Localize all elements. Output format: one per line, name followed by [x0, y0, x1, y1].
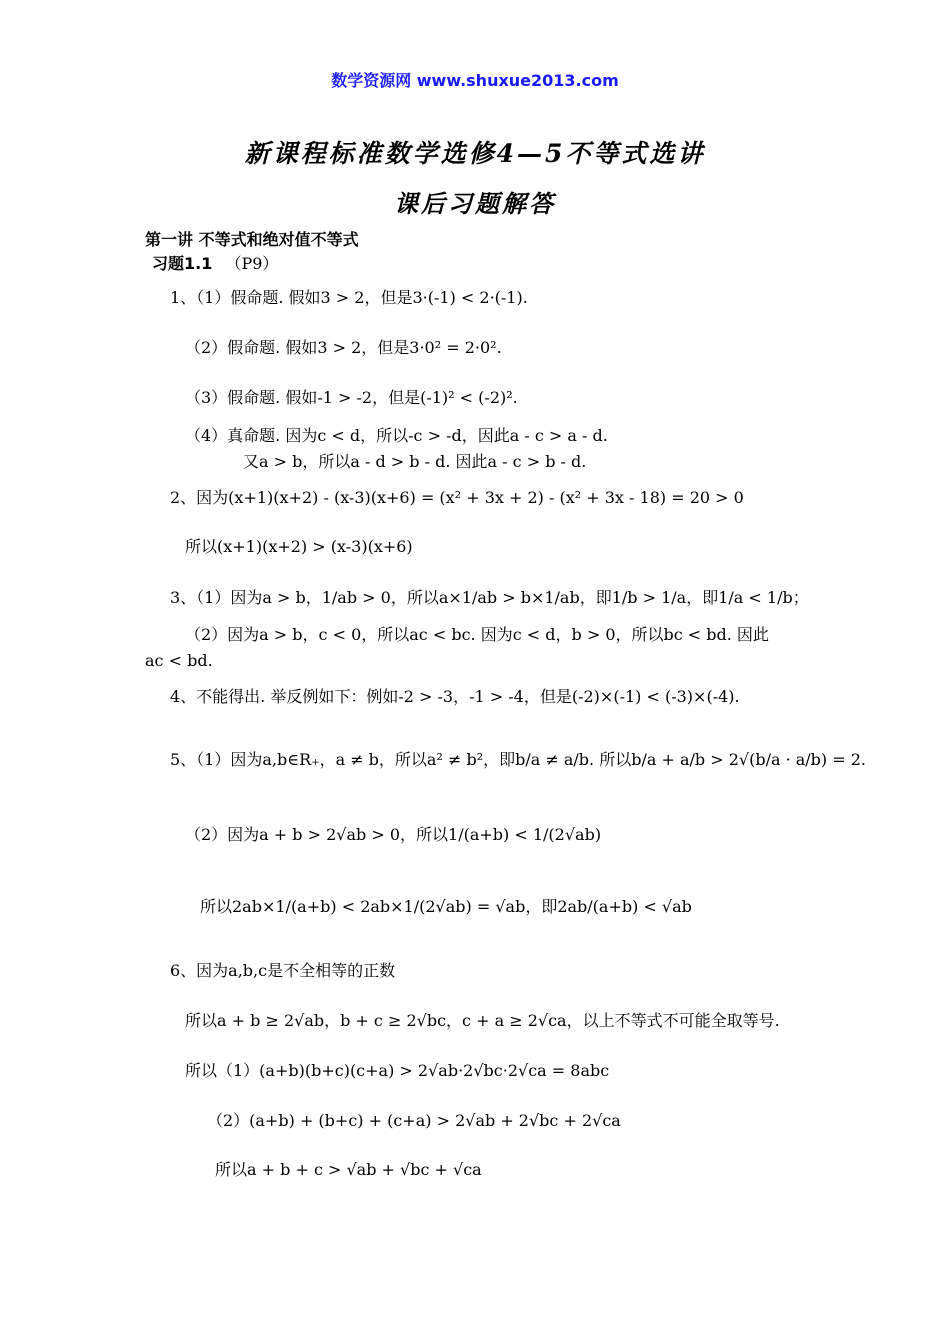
lecture-heading: 第一讲 不等式和绝对值不等式 — [145, 230, 359, 249]
problem-2b: 所以(x+1)(x+2) > (x-3)(x+6) — [185, 537, 413, 556]
problem-2a: 2、因为(x+1)(x+2) - (x-3)(x+6) = (x² + 3x + 2) - (x² + 3x - 18) = 20 > 0 — [170, 488, 744, 507]
problem-3-2a: （2）因为a > b，c < 0，所以ac < bc. 因为c < d，b > 0，所以bc < bd. 因此 — [185, 625, 769, 644]
problem-1-1: 1、（1）假命题. 假如3 > 2，但是3·(-1) < 2·(-1). — [170, 288, 528, 307]
problem-6e: 所以a + b + c > √ab + √bc + √ca — [215, 1160, 482, 1179]
problem-3-1: 3、（1）因为a > b，1/ab > 0，所以a×1/ab > b×1/ab，即1/b > 1/a，即1/a < 1/b； — [170, 588, 809, 607]
problem-1-4a: （4）真命题. 因为c < d，所以-c > -d，因此a - c > a - d. — [185, 426, 608, 445]
problem-1-2: （2）假命题. 假如3 > 2，但是3·0² = 2·0². — [185, 338, 502, 357]
site-header: 数学资源网 www.shuxue2013.com — [331, 71, 619, 90]
exercise-page: （P9） — [225, 254, 279, 273]
problem-6b: 所以a + b ≥ 2√ab，b + c ≥ 2√bc，c + a ≥ 2√ca，以上不等式不可能全取等号. — [185, 1011, 780, 1030]
problem-5-2a: （2）因为a + b > 2√ab > 0，所以1/(a+b) < 1/(2√ab) — [185, 825, 602, 844]
exercise-heading — [152, 254, 278, 274]
problem-3-2b: ac < bd. — [145, 651, 213, 670]
problem-5-2b: 所以2ab×1/(a+b) < 2ab×1/(2√ab) = √ab，即2ab/(a+b) < √ab — [200, 897, 692, 916]
exercise-label: 习题1.1 — [152, 254, 213, 273]
problem-1-4b: 又a > b，所以a - d > b - d. 因此a - c > b - d. — [243, 452, 587, 471]
problem-4: 4、不能得出. 举反例如下：例如-2 > -3，-1 > -4，但是(-2)×(-1) < (-3)×(-4). — [170, 687, 740, 706]
problem-5-1: 5、（1）因为a,b∈R₊，a ≠ b，所以a² ≠ b²，即b/a ≠ a/b. 所以b/a + a/b > 2√(b/a · a/b) = 2. — [170, 750, 867, 769]
problem-1-3: （3）假命题. 假如-1 > -2，但是(-1)² < (-2)². — [185, 388, 518, 407]
page-subtitle: 课后习题解答 — [394, 189, 556, 218]
problem-6d: （2）(a+b) + (b+c) + (c+a) > 2√ab + 2√bc + 2√ca — [207, 1111, 621, 1130]
problem-6a: 6、因为a,b,c是不全相等的正数 — [170, 961, 396, 980]
problem-6c: 所以（1）(a+b)(b+c)(c+a) > 2√ab·2√bc·2√ca = 8abc — [185, 1061, 610, 1080]
page-title: 新课程标准数学选修4—5不等式选讲 — [244, 139, 706, 168]
